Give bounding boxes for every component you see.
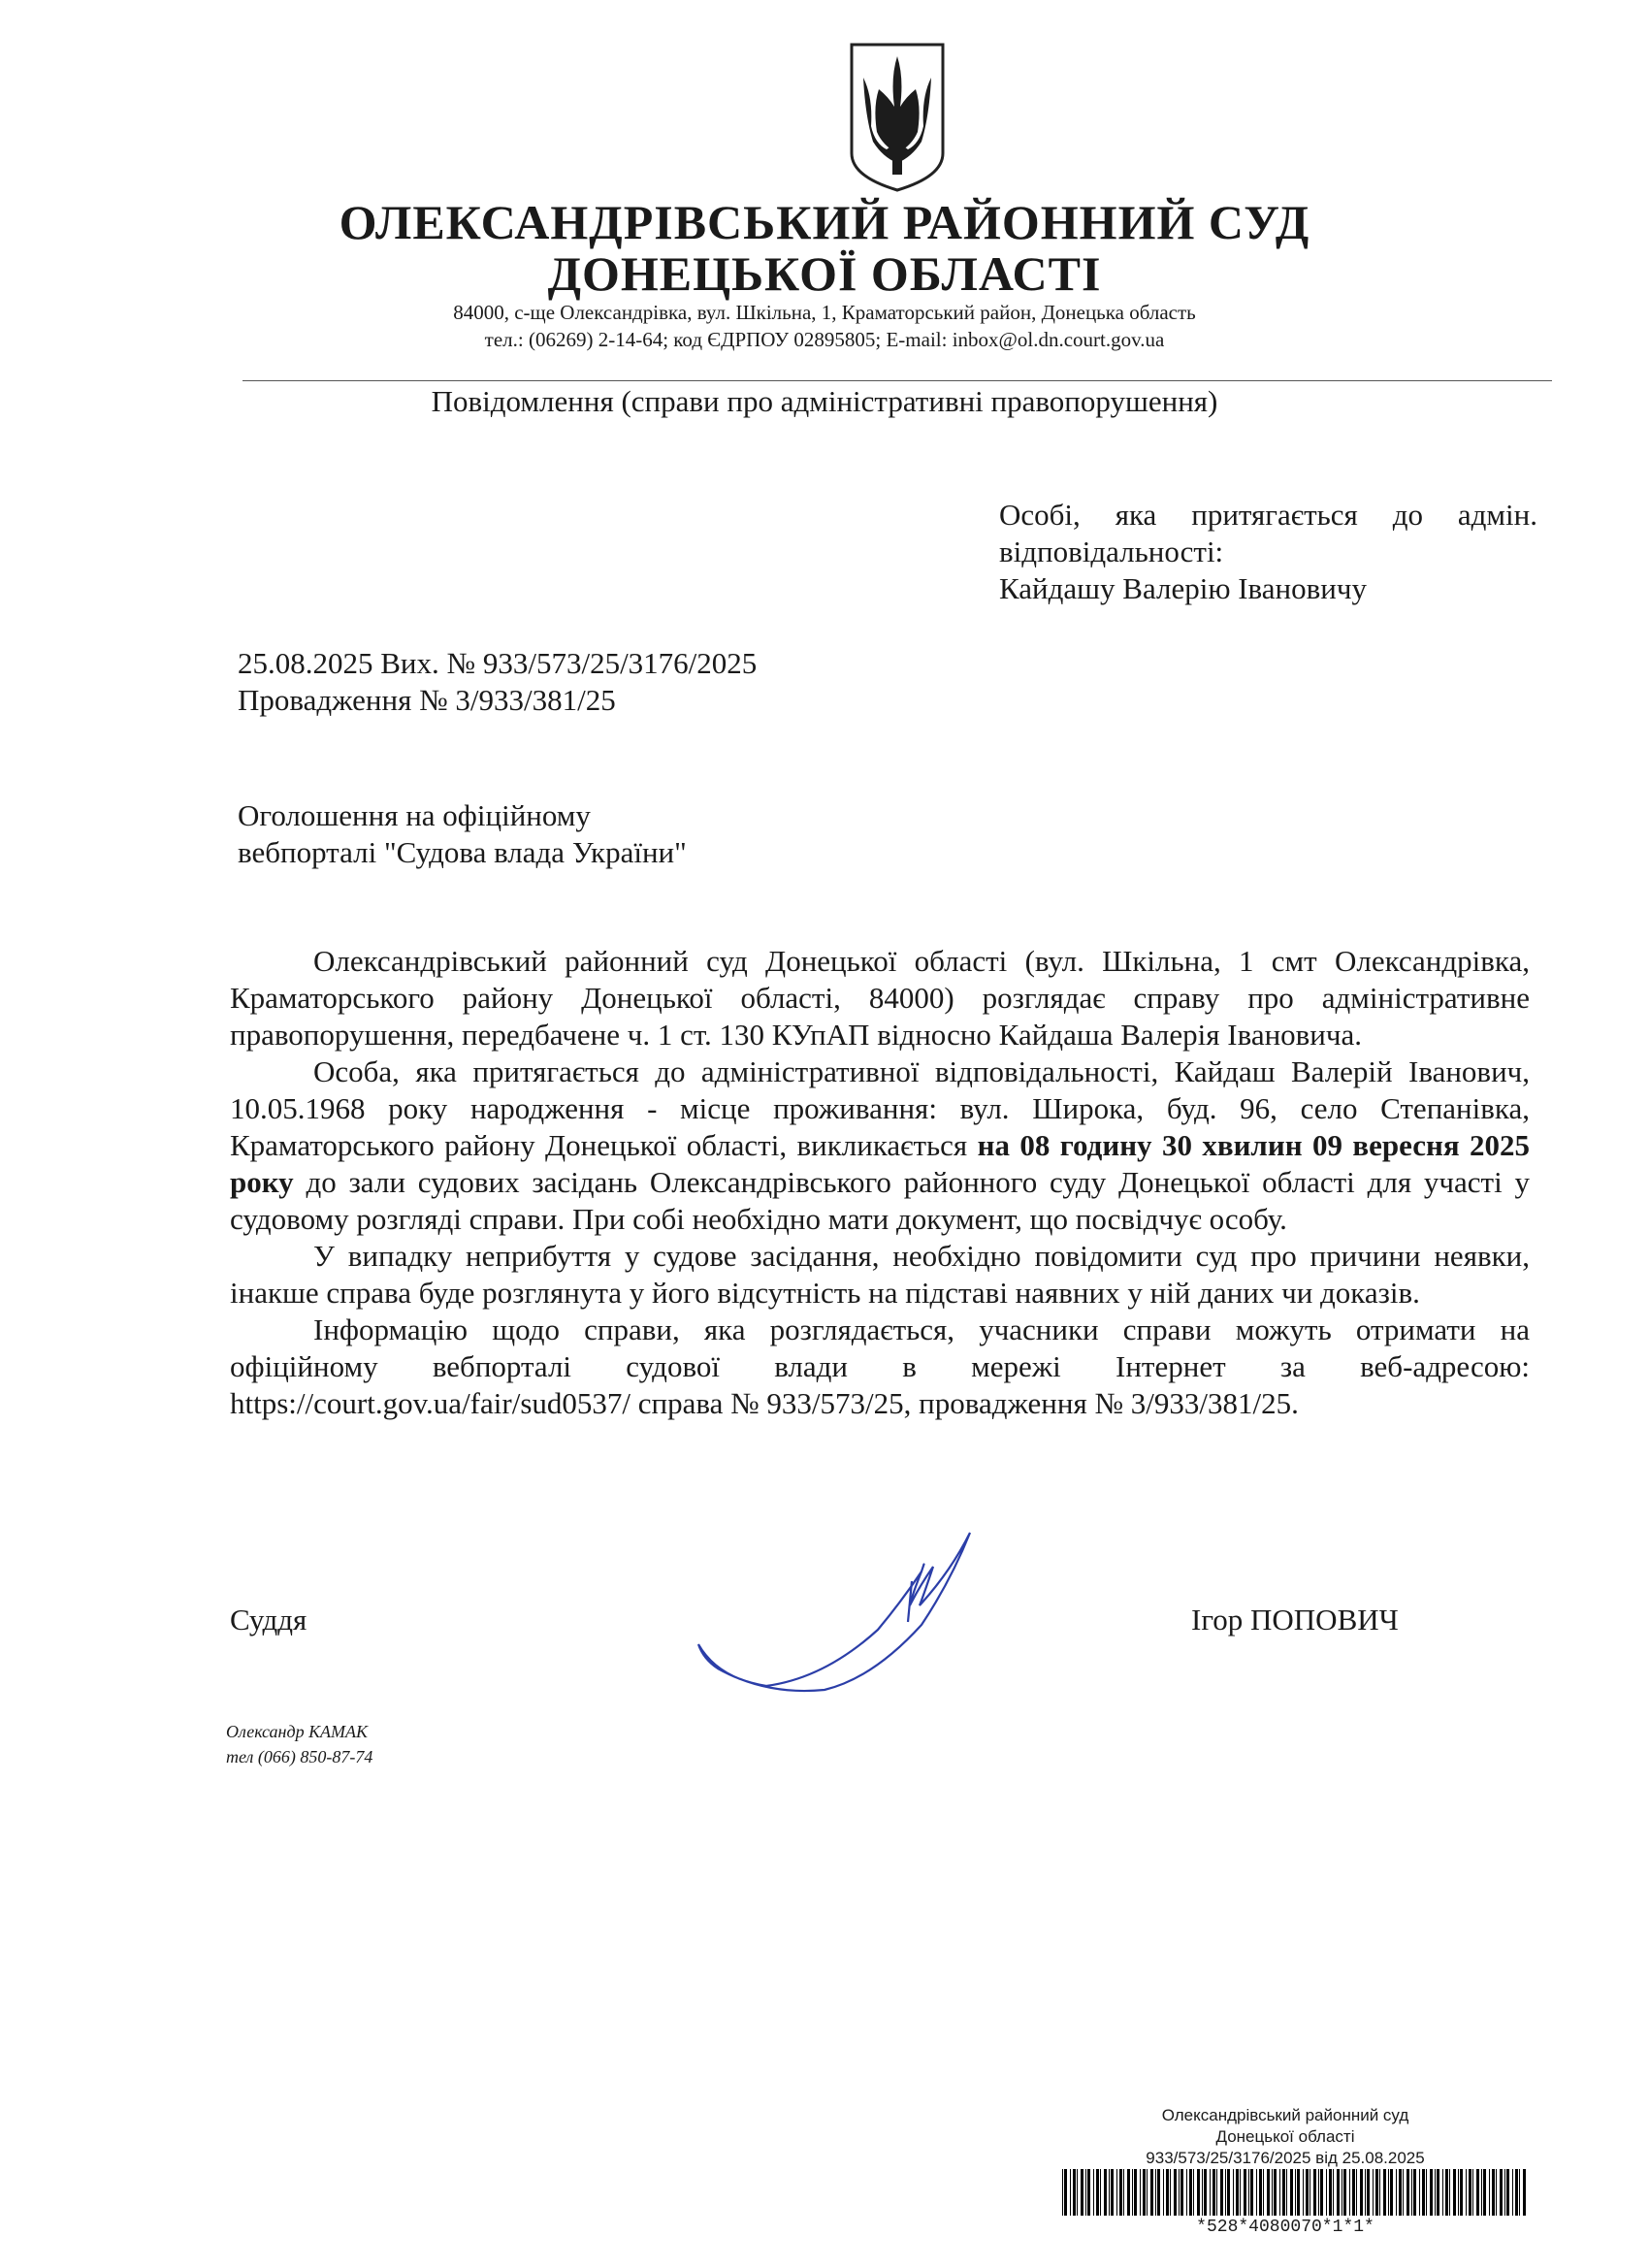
barcode-bar xyxy=(1210,2169,1211,2216)
barcode-bar xyxy=(1119,2169,1122,2216)
barcode-bar xyxy=(1483,2169,1486,2216)
court-name-line2: ДОНЕЦЬКОЇ ОБЛАСТІ xyxy=(547,246,1102,301)
barcode-bar xyxy=(1180,2169,1183,2216)
barcode-bar xyxy=(1458,2169,1459,2216)
barcode-bar xyxy=(1193,2169,1194,2216)
barcode-bar xyxy=(1326,2169,1327,2216)
paragraph-summons xyxy=(230,1053,1530,1238)
paragraph-info: Інформацію щодо справи, яка розглядається, учасники справи можуть отримати на офіційному вебпорталі судової влади в мережі Інтернет за веб-адресою: https://court.gov.ua/fair/sud0537/ справа № 933/573/25, провадження № 3/933/381/25. xyxy=(230,1312,1530,1420)
barcode-bar xyxy=(1399,2169,1402,2216)
barcode-bar xyxy=(1081,2169,1083,2216)
barcode-bar xyxy=(1274,2169,1277,2216)
barcode-bar xyxy=(1360,2169,1363,2216)
court-address: 84000, с-ще Олександрівка, вул. Шкільна, 1, Краматорський район, Донецька область xyxy=(453,301,1196,324)
barcode-bar xyxy=(1259,2169,1262,2216)
barcode-bar xyxy=(1272,2169,1273,2216)
barcode-bar xyxy=(1449,2169,1450,2216)
barcode-bar xyxy=(1170,2169,1171,2216)
court-contacts: тел.: (06269) 2-14-64; код ЄДРПОУ 02895805; E-mail: inbox@ol.dn.court.gov.ua xyxy=(484,328,1165,351)
barcode-bar xyxy=(1481,2169,1482,2216)
barcode-bar xyxy=(1437,2169,1439,2216)
barcode-bar xyxy=(1143,2169,1146,2216)
announcement-line1: Оголошення на офіційному xyxy=(238,798,591,832)
barcode-bar xyxy=(1343,2169,1346,2216)
barcode-bar xyxy=(1383,2169,1386,2216)
barcode-number: *528*4080070*1*1* xyxy=(1196,2218,1374,2237)
barcode-bar xyxy=(1225,2169,1226,2216)
barcode-bar xyxy=(1388,2169,1389,2216)
barcode-bar xyxy=(1062,2169,1063,2216)
barcode-bar xyxy=(1104,2169,1107,2216)
court-name-line1: ОЛЕКСАНДРІВСЬКИЙ РАЙОННИЙ СУД xyxy=(339,195,1310,249)
registration-stamp xyxy=(1028,2105,1542,2169)
barcode-bar xyxy=(1320,2169,1323,2216)
barcode-bar xyxy=(1504,2169,1505,2216)
barcode-bar xyxy=(1150,2169,1153,2216)
barcode-bar xyxy=(1267,2169,1270,2216)
barcode-bar xyxy=(1227,2169,1230,2216)
barcode-bar xyxy=(1512,2169,1513,2216)
barcode-bar xyxy=(1492,2169,1495,2216)
barcode-bar xyxy=(1123,2169,1124,2216)
barcode-bar xyxy=(1087,2169,1090,2216)
barcode-bar xyxy=(1134,2169,1137,2216)
barcode-bar xyxy=(1297,2169,1300,2216)
barcode-bar xyxy=(1489,2169,1490,2216)
barcode-bar xyxy=(1093,2169,1094,2216)
barcode-bar xyxy=(1070,2169,1071,2216)
barcode-bar xyxy=(1250,2169,1253,2216)
recipient-block xyxy=(999,497,1537,607)
signer-role: Суддя xyxy=(230,1603,307,1636)
barcode-bar xyxy=(1406,2169,1409,2216)
barcode-bar xyxy=(1506,2169,1509,2216)
notice-body xyxy=(230,943,1530,1422)
barcode-bar xyxy=(1064,2169,1067,2216)
barcode-bar xyxy=(1256,2169,1257,2216)
barcode-bar xyxy=(1132,2169,1133,2216)
barcode-bar xyxy=(1419,2169,1420,2216)
barcode-bar xyxy=(1329,2169,1332,2216)
barcode-bar xyxy=(1179,2169,1180,2216)
barcode-bar xyxy=(1263,2169,1264,2216)
barcode-bar xyxy=(1236,2169,1239,2216)
barcode-bar xyxy=(1500,2169,1503,2216)
trident-coat-of-arms-icon xyxy=(844,39,951,194)
barcode-bar xyxy=(1379,2169,1380,2216)
summons-text-b: до зали судових засідань Олександрівського районного суду Донецької області для участі у судовому розгляді справи. При собі необхідно мати документ, що посвідчує особу. xyxy=(230,1165,1530,1236)
barcode-bar xyxy=(1163,2169,1164,2216)
barcode-bar xyxy=(1073,2169,1076,2216)
barcode-bar xyxy=(1430,2169,1433,2216)
barcode-bar xyxy=(1337,2169,1340,2216)
announcement-line2: вебпорталі "Судова влада України" xyxy=(238,835,687,869)
barcode-bar xyxy=(1519,2169,1520,2216)
barcode-bar xyxy=(1469,2169,1471,2216)
announcement-heading xyxy=(238,797,687,871)
barcode-bar xyxy=(1411,2169,1412,2216)
executor-phone: тел (066) 850-87-74 xyxy=(226,1747,373,1766)
barcode-bar xyxy=(1186,2169,1187,2216)
barcode-bar xyxy=(1240,2169,1241,2216)
barcode-bar xyxy=(1100,2169,1101,2216)
executor-block xyxy=(226,1719,372,1769)
barcode-bar xyxy=(1445,2169,1448,2216)
barcode-bar xyxy=(1496,2169,1497,2216)
barcode-bar xyxy=(1295,2169,1296,2216)
barcode-bar xyxy=(1216,2169,1217,2216)
barcode-bar xyxy=(1453,2169,1456,2216)
hearing-datetime: на 08 годину 30 хвилин 09 вересня 2025 року xyxy=(230,1128,1530,1199)
paragraph-absence: У випадку неприбуття у судове засідання, необхідно повідомити суд про причини неявки, інакше справа буде розглянута у його відсутність на підставі наявних у ній даних чи доказів. xyxy=(230,1239,1530,1310)
barcode-bar xyxy=(1413,2169,1416,2216)
barcode-bar xyxy=(1109,2169,1110,2216)
barcode-bar xyxy=(1111,2169,1114,2216)
barcode-bar xyxy=(1460,2169,1463,2216)
barcode-bar xyxy=(1140,2169,1141,2216)
barcode-bar xyxy=(1197,2169,1200,2216)
barcode-bar xyxy=(1349,2169,1350,2216)
barcode-bar xyxy=(1233,2169,1234,2216)
outgoing-number: 25.08.2025 Вих. № 933/573/25/3176/2025 xyxy=(238,646,758,680)
barcode-bar xyxy=(1352,2169,1355,2216)
stamp-court-line2: Донецької області xyxy=(1215,2127,1355,2146)
barcode-bar xyxy=(1306,2169,1309,2216)
barcode-bar xyxy=(1279,2169,1280,2216)
barcode-bar xyxy=(1476,2169,1479,2216)
barcode-bar xyxy=(1318,2169,1319,2216)
barcode-bar xyxy=(1435,2169,1436,2216)
barcode-bar xyxy=(1155,2169,1156,2216)
barcode-bar xyxy=(1290,2169,1293,2216)
stamp-reg-number: 933/573/25/3176/2025 від 25.08.2025 xyxy=(1146,2149,1425,2167)
barcode-bar xyxy=(1147,2169,1148,2216)
paragraph-case: Олександрівський районний суд Донецької області (вул. Шкільна, 1 смт Олександрівка, Краматорського району Донецької області, 84000) розглядає справу про адміністративне правопорушення, передбачене ч. 1 ст. 130 КУпАП відносно Кайдаша Валерія Івановича. xyxy=(230,944,1530,1052)
barcode-bar xyxy=(1204,2169,1207,2216)
barcode-bar xyxy=(1333,2169,1334,2216)
notice-title: Повідомлення (справи про адміністративні правопорушення) xyxy=(431,384,1218,418)
barcode-bar xyxy=(1286,2169,1287,2216)
barcode-bar xyxy=(1096,2169,1099,2216)
recipient-line2: відповідальності: xyxy=(999,535,1224,568)
barcode-bar xyxy=(1356,2169,1357,2216)
barcode-bar xyxy=(1365,2169,1366,2216)
barcode-bar xyxy=(1189,2169,1192,2216)
summons-text-a: Особа, яка притягається до адміністративної відповідальності, Кайдаш Валерій Іванович, 10.05.1968 року народження - місце проживання: вул. Широка, буд. 96, село Степанівка, Краматорського району Донецької області, викликається xyxy=(230,1054,1530,1162)
barcode-bar xyxy=(1515,2169,1518,2216)
recipient-line1: Особі, яка притягається до адмін. xyxy=(999,498,1537,532)
barcode-bar xyxy=(1422,2169,1425,2216)
barcode-bar xyxy=(1523,2169,1526,2216)
barcode-bar xyxy=(1085,2169,1086,2216)
barcode-bar xyxy=(1303,2169,1304,2216)
barcode-bar xyxy=(1244,2169,1246,2216)
barcode-bar xyxy=(1442,2169,1443,2216)
recipient-name: Кайдашу Валерію Івановичу xyxy=(999,571,1367,605)
document-references xyxy=(238,645,757,719)
barcode-bar xyxy=(1248,2169,1249,2216)
barcode-bar xyxy=(1116,2169,1117,2216)
barcode-bar xyxy=(1127,2169,1130,2216)
barcode-bar xyxy=(1375,2169,1378,2216)
stamp-court-line1: Олександрівський районний суд xyxy=(1161,2106,1409,2124)
barcode-bar xyxy=(1212,2169,1215,2216)
barcode-bar xyxy=(1466,2169,1467,2216)
barcode-bar xyxy=(1396,2169,1397,2216)
barcode-bar xyxy=(1077,2169,1078,2216)
barcode-bar xyxy=(1373,2169,1374,2216)
executor-name: Олександр КАМАК xyxy=(226,1722,368,1741)
barcode-bar xyxy=(1472,2169,1473,2216)
barcode-bar xyxy=(1282,2169,1285,2216)
barcode-bar xyxy=(1426,2169,1427,2216)
barcode-bar xyxy=(1157,2169,1160,2216)
barcode-bar xyxy=(1174,2169,1177,2216)
handwritten-signature xyxy=(679,1513,1009,1707)
barcode-bar xyxy=(1166,2169,1169,2216)
barcode-icon xyxy=(1062,2169,1533,2216)
proceeding-number: Провадження № 3/933/381/25 xyxy=(238,683,616,717)
barcode-bar xyxy=(1367,2169,1370,2216)
signer-name: Ігор ПОПОВИЧ xyxy=(1191,1603,1399,1636)
header-divider xyxy=(242,380,1552,381)
barcode-bar xyxy=(1202,2169,1203,2216)
barcode-bar xyxy=(1313,2169,1316,2216)
barcode-bar xyxy=(1220,2169,1223,2216)
barcode-bar xyxy=(1390,2169,1393,2216)
barcode-bar xyxy=(1403,2169,1404,2216)
